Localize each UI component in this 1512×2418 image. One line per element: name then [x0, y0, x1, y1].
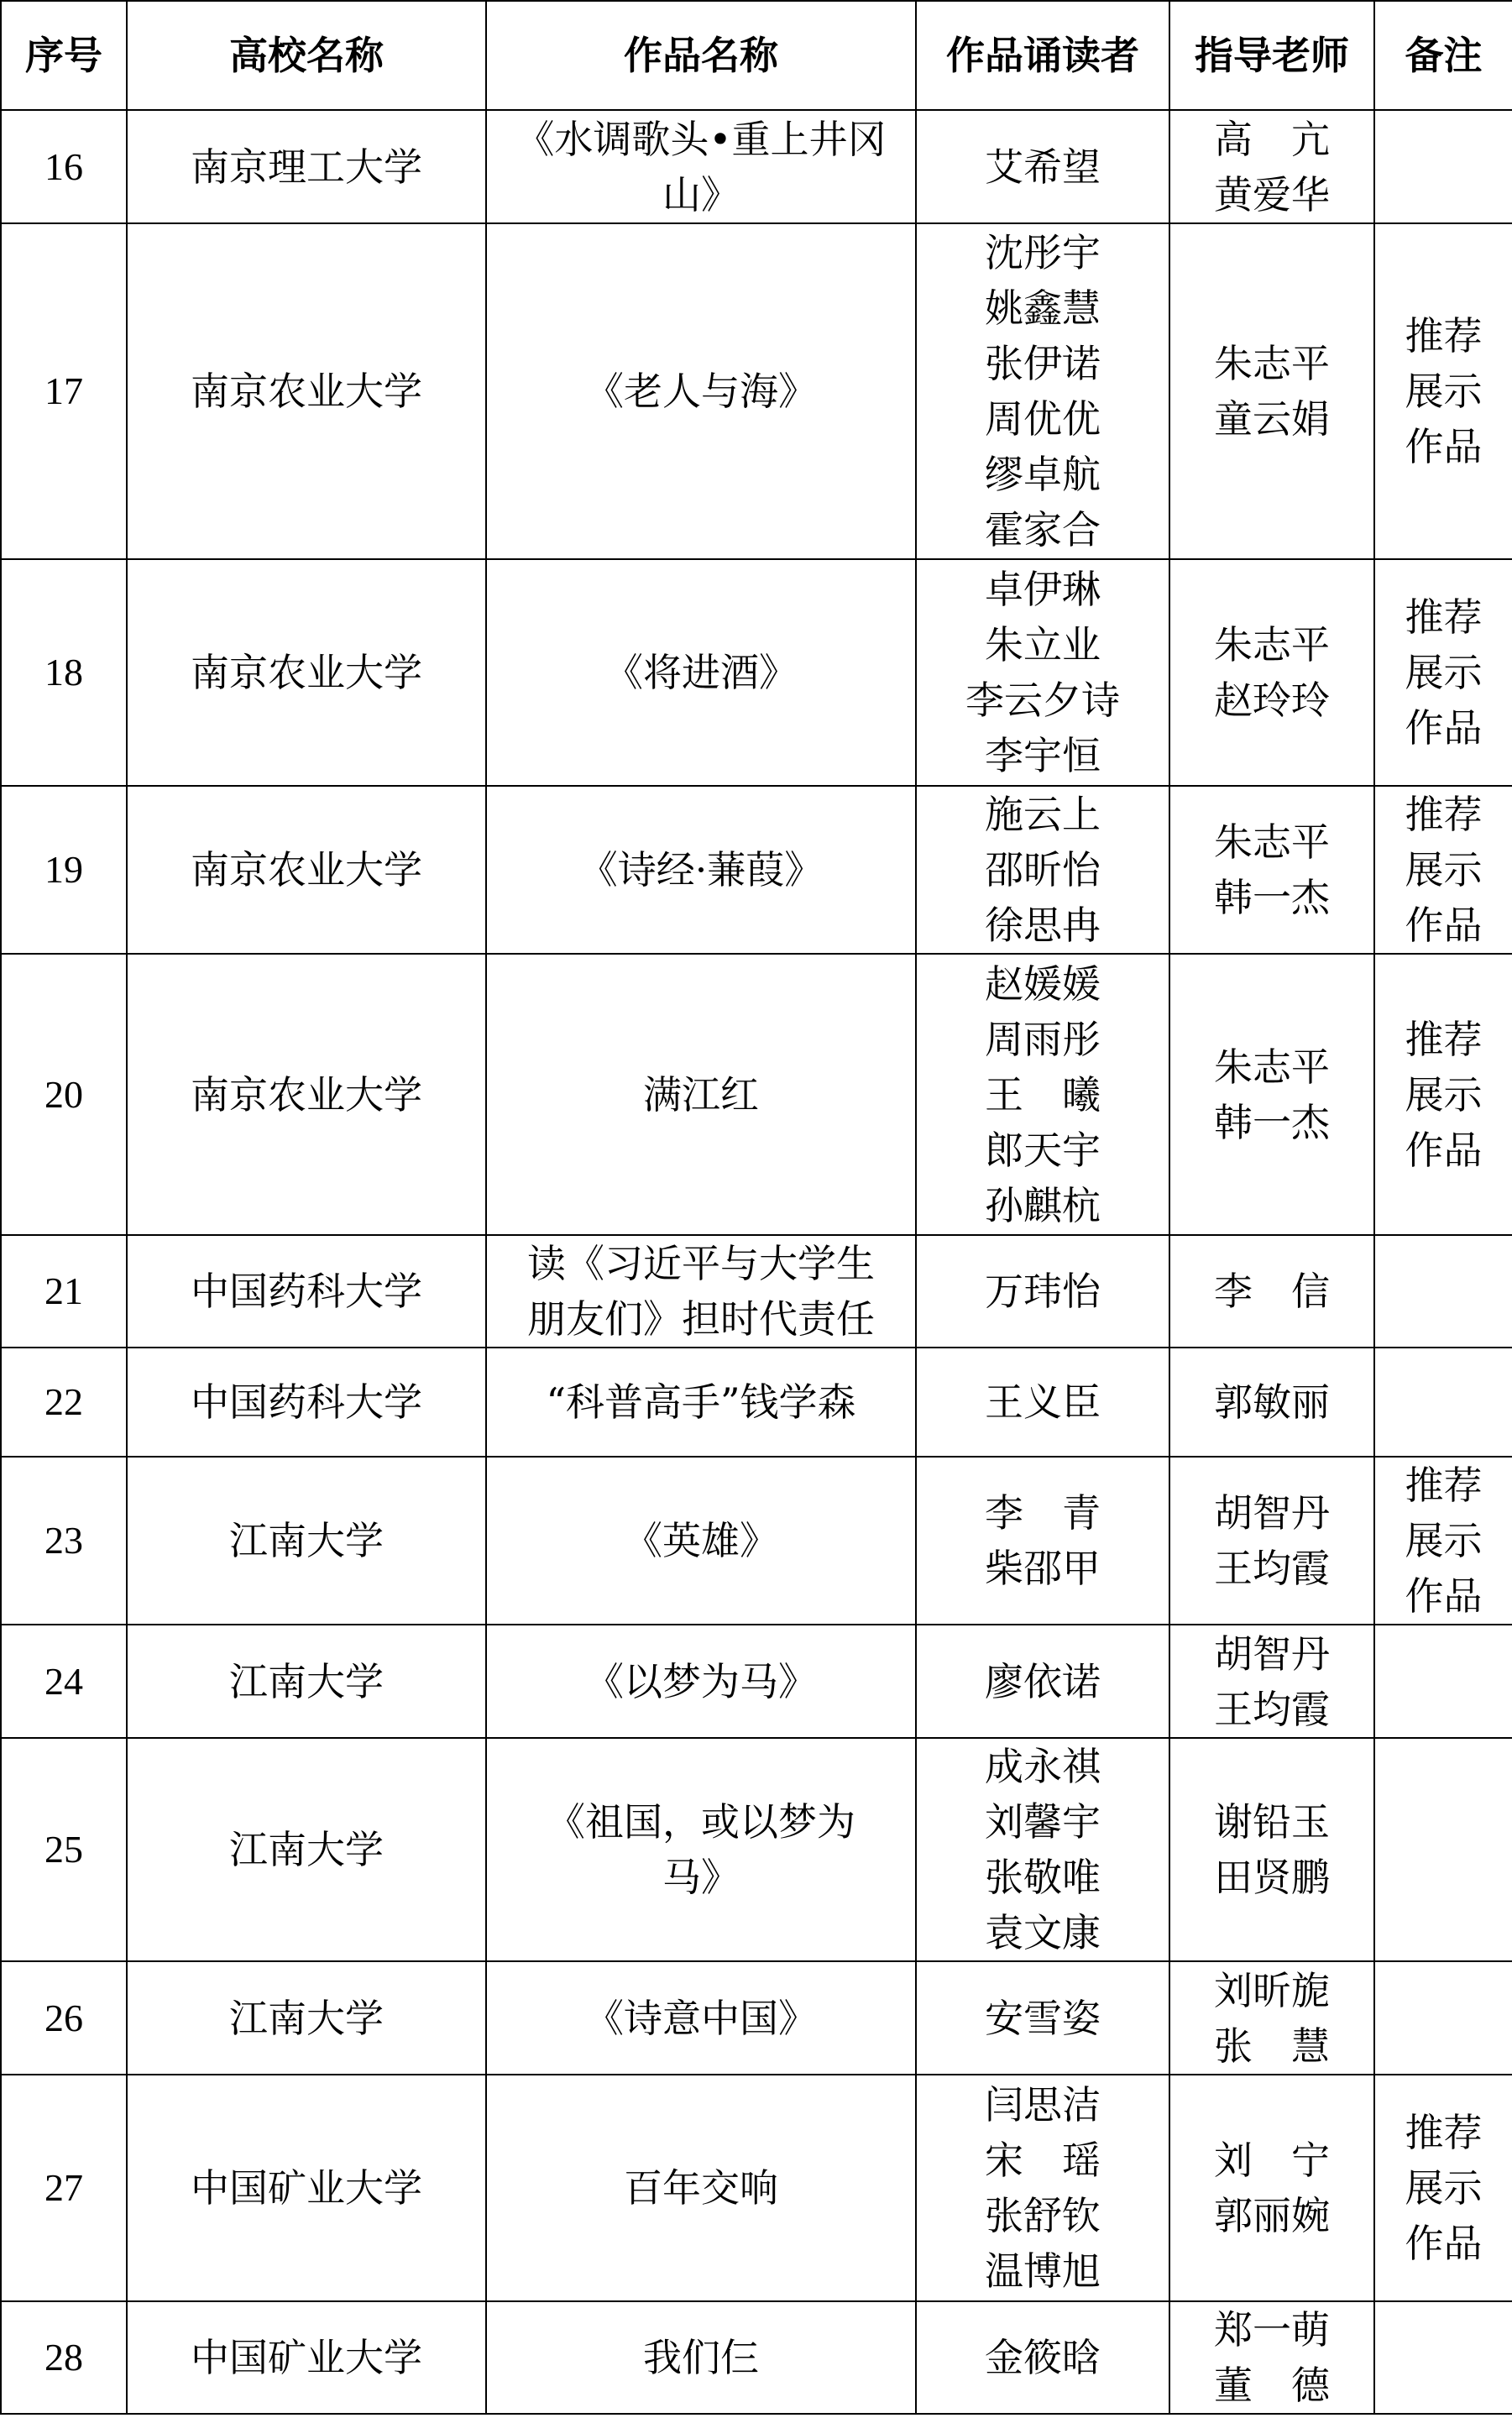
cell-readers-line: 安雪姿: [985, 1995, 1101, 2041]
cell-school: [127, 2301, 486, 2414]
cell-teachers-line: 朱志平: [1214, 622, 1330, 667]
cell-school-line: 南京农业大学: [191, 369, 422, 414]
cell-index-line: 28: [44, 2336, 83, 2379]
cell-teachers-line: 郑一萌: [1214, 2307, 1330, 2353]
cell-index-line: 26: [44, 1996, 83, 2039]
cell-work-line: 朋友们》担时代责任: [527, 1296, 875, 1342]
cell-readers-line: 周雨彤: [985, 1016, 1101, 1062]
cell-note-line: 推荐: [1405, 1463, 1483, 1508]
cell-work-line: 读《习近平与大学生: [527, 1241, 875, 1286]
table-body: [1, 110, 1512, 2414]
cell-work-line: 满江红: [643, 1071, 759, 1117]
cell-index: [1, 954, 127, 1235]
cell-note: [1374, 223, 1512, 559]
cell-readers: [916, 2075, 1169, 2301]
cell-readers-line: 艾希望: [985, 144, 1101, 190]
table-row: [1, 223, 1512, 559]
cell-work: [486, 110, 916, 223]
cell-readers: [916, 1457, 1169, 1625]
cell-note-line: 展示: [1405, 847, 1483, 892]
cell-readers-line: 刘馨宇: [985, 1799, 1101, 1845]
cell-teachers-line: 朱志平: [1214, 819, 1330, 865]
cell-readers-line: 廖依诺: [985, 1658, 1101, 1704]
cell-readers: [916, 2301, 1169, 2414]
cell-note: [1374, 559, 1512, 786]
cell-teachers: [1169, 110, 1374, 223]
cell-work: [486, 1235, 916, 1348]
cell-teachers-line: 朱志平: [1214, 341, 1330, 386]
header-school: 高校名称: [127, 1, 486, 110]
cell-work: [486, 1738, 916, 1961]
cell-work-line: 我们仨: [643, 2335, 759, 2380]
cell-readers: [916, 1625, 1169, 1738]
cell-readers: [916, 1235, 1169, 1348]
cell-teachers-line: 胡智丹: [1214, 1630, 1330, 1677]
cell-teachers: [1169, 1961, 1374, 2075]
table-row: [1, 1457, 1512, 1625]
cell-work: [486, 1961, 916, 2075]
cell-work-line: 《以梦为马》: [585, 1658, 817, 1704]
cell-note: [1374, 1457, 1512, 1625]
cell-readers-line: 孙麒杭: [985, 1182, 1101, 1228]
cell-readers-line: 袁文康: [985, 1910, 1101, 1955]
cell-index-line: 17: [44, 369, 83, 412]
cell-readers-line: 姚鑫慧: [985, 285, 1101, 331]
cell-index: [1, 1961, 127, 2075]
table-row: [1, 954, 1512, 1235]
cell-note-line: 展示: [1405, 650, 1483, 695]
cell-readers-line: 缪卓航: [985, 452, 1101, 497]
cell-teachers-line: 张 慧: [1214, 2023, 1330, 2069]
cell-note-line: 推荐: [1405, 1016, 1483, 1062]
cell-teachers: [1169, 1625, 1374, 1738]
table-row: [1, 1625, 1512, 1738]
cell-teachers: [1169, 954, 1374, 1235]
cell-readers-line: 温博旭: [985, 2248, 1101, 2294]
table-row: [1, 1235, 1512, 1348]
cell-readers-line: 赵媛媛: [985, 960, 1101, 1007]
cell-teachers: [1169, 559, 1374, 786]
cell-readers-line: 闫思洁: [985, 2082, 1101, 2128]
cell-index-line: 27: [44, 2166, 83, 2209]
cell-note-line: 推荐: [1405, 2110, 1483, 2155]
cell-note-line: 展示: [1405, 369, 1483, 414]
cell-note-line: 作品: [1405, 2221, 1483, 2266]
cell-note-line: 作品: [1405, 705, 1483, 751]
cell-index: [1, 1457, 127, 1625]
cell-school-line: 江南大学: [229, 1827, 384, 1872]
cell-note: [1374, 1348, 1512, 1457]
cell-readers-line: 宋 瑶: [985, 2138, 1101, 2183]
cell-teachers-line: 郭敏丽: [1214, 1379, 1330, 1425]
cell-index-line: 20: [44, 1072, 83, 1116]
cell-teachers: [1169, 223, 1374, 559]
cell-school: [127, 223, 486, 559]
cell-index-line: 19: [44, 848, 83, 891]
header-note: 备注: [1374, 1, 1512, 110]
cell-readers-line: 郎天宇: [985, 1127, 1101, 1173]
cell-index-line: 23: [44, 1519, 83, 1562]
cell-teachers: [1169, 1235, 1374, 1348]
cell-school-line: 中国药科大学: [191, 1269, 422, 1314]
cell-note-line: 推荐: [1405, 313, 1483, 359]
cell-teachers-line: 高 亢: [1214, 116, 1330, 162]
cell-readers-line: 张伊诺: [985, 341, 1101, 386]
cell-index: [1, 786, 127, 954]
cell-readers-line: 张敬唯: [985, 1855, 1101, 1900]
cell-readers-line: 徐思冉: [985, 903, 1101, 948]
table-row: [1, 2075, 1512, 2301]
cell-teachers-line: 刘 宁: [1214, 2138, 1330, 2183]
cell-note-line: 作品: [1405, 1573, 1483, 1619]
cell-readers-line: 万玮怡: [985, 1269, 1101, 1314]
cell-readers-line: 霍家合: [985, 507, 1101, 552]
cell-school-line: 中国药科大学: [191, 1379, 422, 1425]
cell-work-line: 《诗经·蒹葭》: [578, 847, 824, 892]
cell-note: [1374, 786, 1512, 954]
cell-note: [1374, 2301, 1512, 2414]
cell-index: [1, 2301, 127, 2414]
cell-work: [486, 1348, 916, 1457]
cell-index-line: 22: [44, 1380, 83, 1423]
cell-index: [1, 1738, 127, 1961]
cell-teachers-line: 李 信: [1214, 1269, 1330, 1314]
cell-work: [486, 2301, 916, 2414]
cell-work: [486, 1457, 916, 1625]
cell-readers-line: 金筱晗: [985, 2335, 1101, 2380]
cell-note-line: 作品: [1405, 903, 1483, 948]
table-row: [1, 110, 1512, 223]
cell-readers: [916, 559, 1169, 786]
cell-index-line: 25: [44, 1828, 83, 1871]
cell-index-line: 18: [44, 651, 83, 693]
cell-school-line: 南京农业大学: [191, 847, 422, 892]
cell-index-line: 21: [44, 1269, 83, 1312]
cell-note-line: 展示: [1405, 1071, 1483, 1117]
cell-readers-line: 王 曦: [985, 1071, 1101, 1117]
cell-readers-line: 成永祺: [985, 1744, 1101, 1789]
table-row: [1, 559, 1512, 786]
cell-work-line: 马》: [662, 1855, 740, 1900]
cell-school-line: 南京农业大学: [191, 1071, 422, 1117]
cell-teachers-line: 胡智丹: [1214, 1490, 1330, 1536]
cell-teachers-line: 赵玲玲: [1214, 678, 1330, 723]
cell-teachers-line: 朱志平: [1214, 1044, 1330, 1090]
cell-teachers-line: 韩一杰: [1214, 1099, 1330, 1145]
cell-school-line: 南京农业大学: [191, 650, 422, 695]
cell-readers: [916, 954, 1169, 1235]
cell-readers: [916, 1961, 1169, 2075]
cell-teachers-line: 王均霞: [1214, 1686, 1330, 1732]
cell-index: [1, 559, 127, 786]
cell-work: [486, 2075, 916, 2301]
cell-school-line: 江南大学: [229, 1995, 384, 2041]
cell-school: [127, 1457, 486, 1625]
cell-work-line: “科普高手”钱学森: [546, 1379, 856, 1425]
cell-readers-line: 周优优: [985, 396, 1101, 442]
cell-teachers: [1169, 2075, 1374, 2301]
cell-school-line: 中国矿业大学: [191, 2335, 422, 2380]
cell-index: [1, 1625, 127, 1738]
cell-note-line: 展示: [1405, 1518, 1483, 1563]
header-index: 序号: [1, 1, 127, 110]
cell-work: [486, 559, 916, 786]
cell-index: [1, 223, 127, 559]
cell-index: [1, 1348, 127, 1457]
cell-teachers: [1169, 2301, 1374, 2414]
cell-work-line: 《祖国，或以梦为: [547, 1799, 855, 1845]
cell-school: [127, 786, 486, 954]
cell-readers-line: 邵昕怡: [985, 847, 1101, 892]
cell-index-line: 24: [44, 1659, 83, 1703]
cell-note-line: 推荐: [1405, 792, 1483, 837]
cell-readers-line: 朱立业: [985, 622, 1101, 667]
cell-teachers: [1169, 1738, 1374, 1961]
cell-readers: [916, 786, 1169, 954]
cell-teachers-line: 王均霞: [1214, 1546, 1330, 1591]
cell-teachers-line: 董 德: [1214, 2363, 1330, 2408]
cell-note: [1374, 110, 1512, 223]
cell-school-line: 江南大学: [229, 1658, 384, 1704]
cell-school: [127, 1625, 486, 1738]
cell-school: [127, 559, 486, 786]
table-row: [1, 2301, 1512, 2414]
cell-note: [1374, 954, 1512, 1235]
cell-work-line: 山》: [662, 171, 740, 217]
header-teachers: 指导老师: [1169, 1, 1374, 110]
cell-note: [1374, 1235, 1512, 1348]
cell-readers-line: 李宇恒: [985, 733, 1101, 778]
cell-work-line: 百年交响: [624, 2165, 778, 2211]
cell-school: [127, 1348, 486, 1457]
cell-teachers-line: 郭丽婉: [1214, 2193, 1330, 2238]
cell-work-line: 《诗意中国》: [585, 1995, 817, 2041]
cell-teachers-line: 刘昕旎: [1214, 1967, 1330, 2013]
cell-readers-line: 王义臣: [985, 1379, 1101, 1425]
cell-note-line: 作品: [1405, 424, 1483, 469]
cell-readers-line: 柴邵甲: [985, 1546, 1101, 1591]
cell-index: [1, 1235, 127, 1348]
cell-work: [486, 954, 916, 1235]
cell-school: [127, 1235, 486, 1348]
cell-work-line: 《英雄》: [624, 1518, 778, 1563]
cell-work-line: 《水调歌头•重上井冈: [515, 116, 887, 162]
cell-teachers-line: 田贤鹏: [1214, 1855, 1330, 1900]
cell-readers: [916, 1348, 1169, 1457]
cell-readers: [916, 1738, 1169, 1961]
cell-teachers-line: 黄爱华: [1214, 171, 1330, 217]
cell-teachers-line: 韩一杰: [1214, 875, 1330, 920]
cell-readers: [916, 223, 1169, 559]
cell-school: [127, 1961, 486, 2075]
table-row: [1, 1348, 1512, 1457]
cell-teachers: [1169, 1348, 1374, 1457]
table-row: [1, 1738, 1512, 1961]
cell-teachers: [1169, 786, 1374, 954]
cell-school-line: 江南大学: [229, 1518, 384, 1563]
cell-index: [1, 110, 127, 223]
cell-index: [1, 2075, 127, 2301]
cell-readers-line: 沈彤宇: [985, 230, 1101, 275]
table-row: [1, 1961, 1512, 2075]
header-row: [1, 1, 1512, 110]
cell-note: [1374, 1738, 1512, 1961]
cell-note-line: 推荐: [1405, 594, 1483, 640]
cell-readers-line: 李 青: [985, 1490, 1101, 1536]
cell-school: [127, 1738, 486, 1961]
cell-school: [127, 954, 486, 1235]
cell-readers: [916, 110, 1169, 223]
table-row: [1, 786, 1512, 954]
cell-readers-line: 卓伊琳: [985, 567, 1101, 612]
cell-note-line: 展示: [1405, 2165, 1483, 2211]
header-readers: 作品诵读者: [916, 1, 1169, 110]
cell-readers-line: 张舒钦: [985, 2193, 1101, 2238]
cell-school: [127, 2075, 486, 2301]
cell-note: [1374, 1625, 1512, 1738]
cell-note-line: 作品: [1405, 1127, 1483, 1173]
cell-work-line: 《将进酒》: [604, 650, 798, 695]
cell-teachers: [1169, 1457, 1374, 1625]
cell-school-line: 中国矿业大学: [191, 2165, 422, 2211]
cell-work: [486, 786, 916, 954]
cell-readers-line: 施云上: [985, 792, 1101, 837]
cell-teachers-line: 谢铅玉: [1214, 1799, 1330, 1845]
cell-school-line: 南京理工大学: [191, 144, 422, 190]
cell-note: [1374, 1961, 1512, 2075]
cell-school: [127, 110, 486, 223]
cell-work: [486, 223, 916, 559]
cell-work: [486, 1625, 916, 1738]
cell-teachers-line: 童云娟: [1214, 396, 1330, 442]
cell-readers-line: 李云夕诗: [965, 678, 1120, 723]
cell-index-line: 16: [44, 144, 83, 188]
header-work: 作品名称: [486, 1, 916, 110]
cell-note: [1374, 2075, 1512, 2301]
cell-work-line: 《老人与海》: [585, 369, 817, 414]
